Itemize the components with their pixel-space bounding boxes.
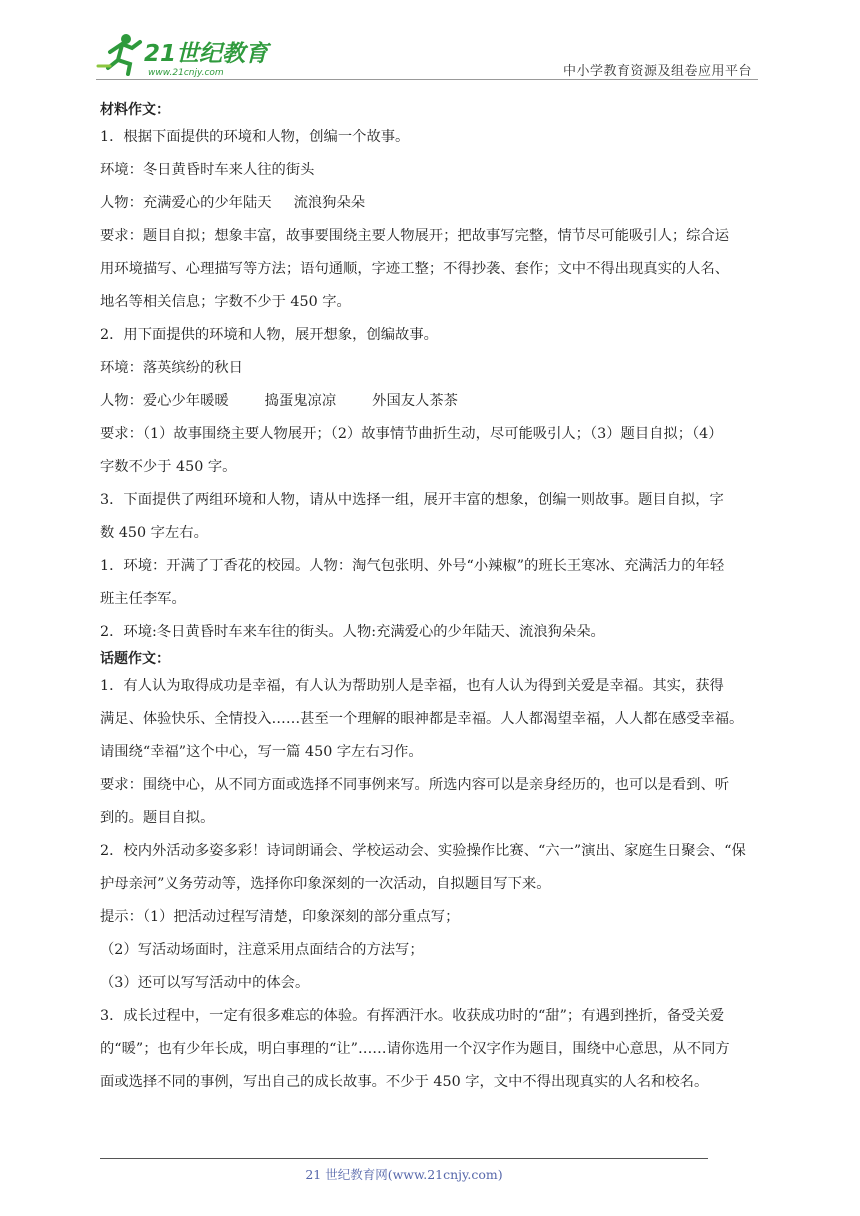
t2-tip-line: （2）写活动场面时，注意采用点面结合的方法写； <box>100 942 424 958</box>
q2-characters <box>100 389 762 413</box>
page-header <box>96 30 760 82</box>
q3-option-2: 2．环境:冬日黄昏时车来车往的街头。人物:充满爱心的少年陆天、流浪狗朵朵。 <box>100 624 605 640</box>
q1-requirement-line: 用环境描写、心理描写等方法；语句通顺，字迹工整；不得抄袭、套作；文中不得出现真实的人名、 <box>100 261 730 277</box>
q1-requirement-line: 要求：题目自拟；想象丰富，故事要围绕主要人物展开；把故事写完整，情节尽可能吸引人；综合运 <box>100 228 730 244</box>
q1-title: 1．根据下面提供的环境和人物，创编一个故事。 <box>100 129 410 145</box>
q1-requirement-line: 地名等相关信息；字数不少于 450 字。 <box>100 294 351 310</box>
q1-character-b: 流浪狗朵朵 <box>293 195 366 211</box>
section-title-material: 材料作文： <box>100 102 170 118</box>
svg-text:21世纪教育: 21世纪教育 <box>144 41 269 67</box>
q3-option-1-line: 1．环境：开满了丁香花的校园。人物：淘气包张明、外号“小辣椒”的班长王寒冰、充满活力的年轻 <box>100 558 725 574</box>
t1-line: 请围绕“幸福”这个中心，写一篇 450 字左右习作。 <box>100 744 423 760</box>
t1-requirement-line: 到的。题目自拟。 <box>100 810 215 826</box>
footer-link[interactable]: 21 世纪教育网(www.21cnjy.com) <box>305 1167 503 1182</box>
section-title-topic: 话题作文： <box>100 651 170 667</box>
q2-character-c: 外国友人茶茶 <box>372 393 458 409</box>
q2-requirement-line: 要求：（1）故事围绕主要人物展开；（2）故事情节曲折生动，尽可能吸引人；（3）题目自拟；（4） <box>100 426 723 442</box>
q1-characters <box>100 191 762 215</box>
footer-divider <box>100 1158 708 1159</box>
q2-character-a: 人物：爱心少年暖暖 <box>100 393 229 409</box>
site-logo[interactable] <box>96 30 276 80</box>
t2-line: 2．校内外活动多姿多彩！诗词朗诵会、学校运动会、实验操作比赛、“六一”演出、家庭生日聚会、“保 <box>100 843 746 859</box>
t3-line: 3．成长过程中，一定有很多难忘的体验。有挥洒汗水。收获成功时的“甜”；有遇到挫折，备受关爱 <box>100 1008 725 1024</box>
t1-line: 满足、体验快乐、全情投入……甚至一个理解的眼神都是幸福。人人都渴望幸福，人人都在感受幸福。 <box>100 711 744 727</box>
q3-option-1-line: 班主任李军。 <box>100 591 186 607</box>
q3-title-line: 数 450 字左右。 <box>100 525 208 541</box>
t3-line: 的“暖”；也有少年长成，明白事理的“让”……请你选用一个汉字作为题目，围绕中心意思，从不同方 <box>100 1041 730 1057</box>
header-platform-text: 中小学教育资源及组卷应用平台 <box>562 64 752 79</box>
q2-environment: 环境：落英缤纷的秋日 <box>100 360 243 376</box>
t3-line: 面或选择不同的事例，写出自己的成长故事。不少于 450 字，文中不得出现真实的人名和校名。 <box>100 1074 709 1090</box>
t2-line: 护母亲河”义务劳动等，选择你印象深刻的一次活动，自拟题目写下来。 <box>100 876 551 892</box>
q1-character-a: 人物：充满爱心的少年陆天 <box>100 195 272 211</box>
q2-character-b: 捣蛋鬼凉凉 <box>264 393 337 409</box>
t1-line: 1．有人认为取得成功是幸福，有人认为帮助别人是幸福，也有人认为得到关爱是幸福。其实，获得 <box>100 678 724 694</box>
q3-title-line: 3．下面提供了两组环境和人物，请从中选择一组，展开丰富的想象，创编一则故事。题目自拟，字 <box>100 492 724 508</box>
q1-environment: 环境：冬日黄昏时车来人往的街头 <box>100 162 315 178</box>
svg-text:www.21cnjy.com: www.21cnjy.com <box>148 68 224 78</box>
t2-tip-line: 提示：（1）把活动过程写清楚，印象深刻的部分重点写； <box>100 909 460 925</box>
q2-title: 2．用下面提供的环境和人物，展开想象，创编故事。 <box>100 327 438 343</box>
q2-requirement-line: 字数不少于 450 字。 <box>100 459 237 475</box>
t1-requirement-line: 要求：围绕中心，从不同方面或选择不同事例来写。所选内容可以是亲身经历的，也可以是看到、听 <box>100 777 730 793</box>
header-divider <box>96 79 758 80</box>
running-figure-icon <box>98 34 140 74</box>
document-body <box>100 98 762 1094</box>
t2-tip-line: （3）还可以写写活动中的体会。 <box>100 975 310 991</box>
